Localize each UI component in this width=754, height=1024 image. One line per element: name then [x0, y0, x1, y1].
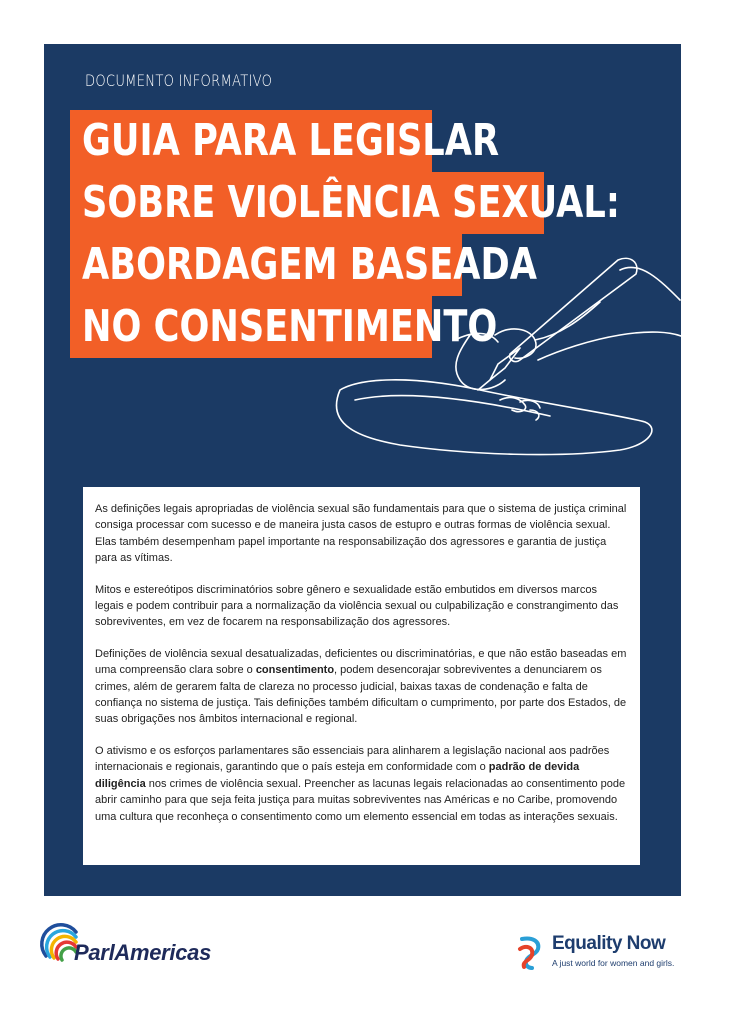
equality-now-wordmark: Equality Now [552, 933, 666, 954]
parlamericas-wordmark: ParlAmericas [74, 940, 212, 965]
summary-textbox [83, 487, 640, 865]
title-line-3: ABORDAGEM BASEADA [70, 234, 462, 296]
paragraph-4: O ativismo e os esforços parlamentares são essenciais para alinharem a legislação nacional aos padrões internacionais e regionais, garantindo que o país esteja em conformidade com o padrão de devida diligência nos crimes de violência sexual. Preencher as lacunas legais relacionadas ao consentimento pode abrir caminho para que seja feita justiça para muitas sobreviventes nas Américas e no Caribe, promovendo uma cultura que reconheça o consentimento como um elemento essencial em todas as interações sexuais. [95, 744, 626, 823]
paragraph-3: Definições de violência sexual desatualizadas, deficientes ou discriminatórias, e que não estão baseadas em uma compreensão clara sobre o consentimento, podem desencorajar sobreviventes a denunciarem os crimes, além de gerarem falta de clareza no processo judicial, baixas taxas de condenação e falta de confiança no sistema de justiça. Tais definições também dificultam o cumprimento, por parte dos Estados, de suas obrigações nos âmbitos internacional e regional. [95, 647, 627, 726]
paragraph-2: Mitos e estereótipos discriminatórios sobre gênero e sexualidade estão embutidos em diversos marcos legais e podem contribuir para a normalização da violência sexual ou culpabilização e constrangimento das sobreviventes, em vez de focarem na responsabilização dos agressores. [95, 583, 619, 629]
document-type-label: DOCUMENTO INFORMATIVO [85, 71, 273, 90]
bold-term-consent: consentimento [255, 664, 335, 677]
paragraph-1: As definições legais apropriadas de violência sexual são fundamentais para que o sistema de justiça criminal consiga processar com sucesso e de maneira justa casos de estupro e outras formas de violência sexual. Elas também desempenham papel importante na responsabilização dos agressores e garantia de justiça para as vítimas. [95, 503, 627, 565]
title-line-2: SOBRE VIOLÊNCIA SEXUAL: [70, 172, 544, 234]
title-line-1: GUIA PARA LEGISLAR [70, 110, 432, 172]
equality-now-tagline: A just world for women and girls. [552, 958, 675, 968]
hand-writing-illustration [320, 240, 681, 470]
equality-now-logo-icon [516, 935, 548, 971]
title-line-4: NO CONSENTIMENTO [70, 296, 432, 358]
bold-term-due-diligence: padrão de devida diligência [95, 761, 580, 790]
